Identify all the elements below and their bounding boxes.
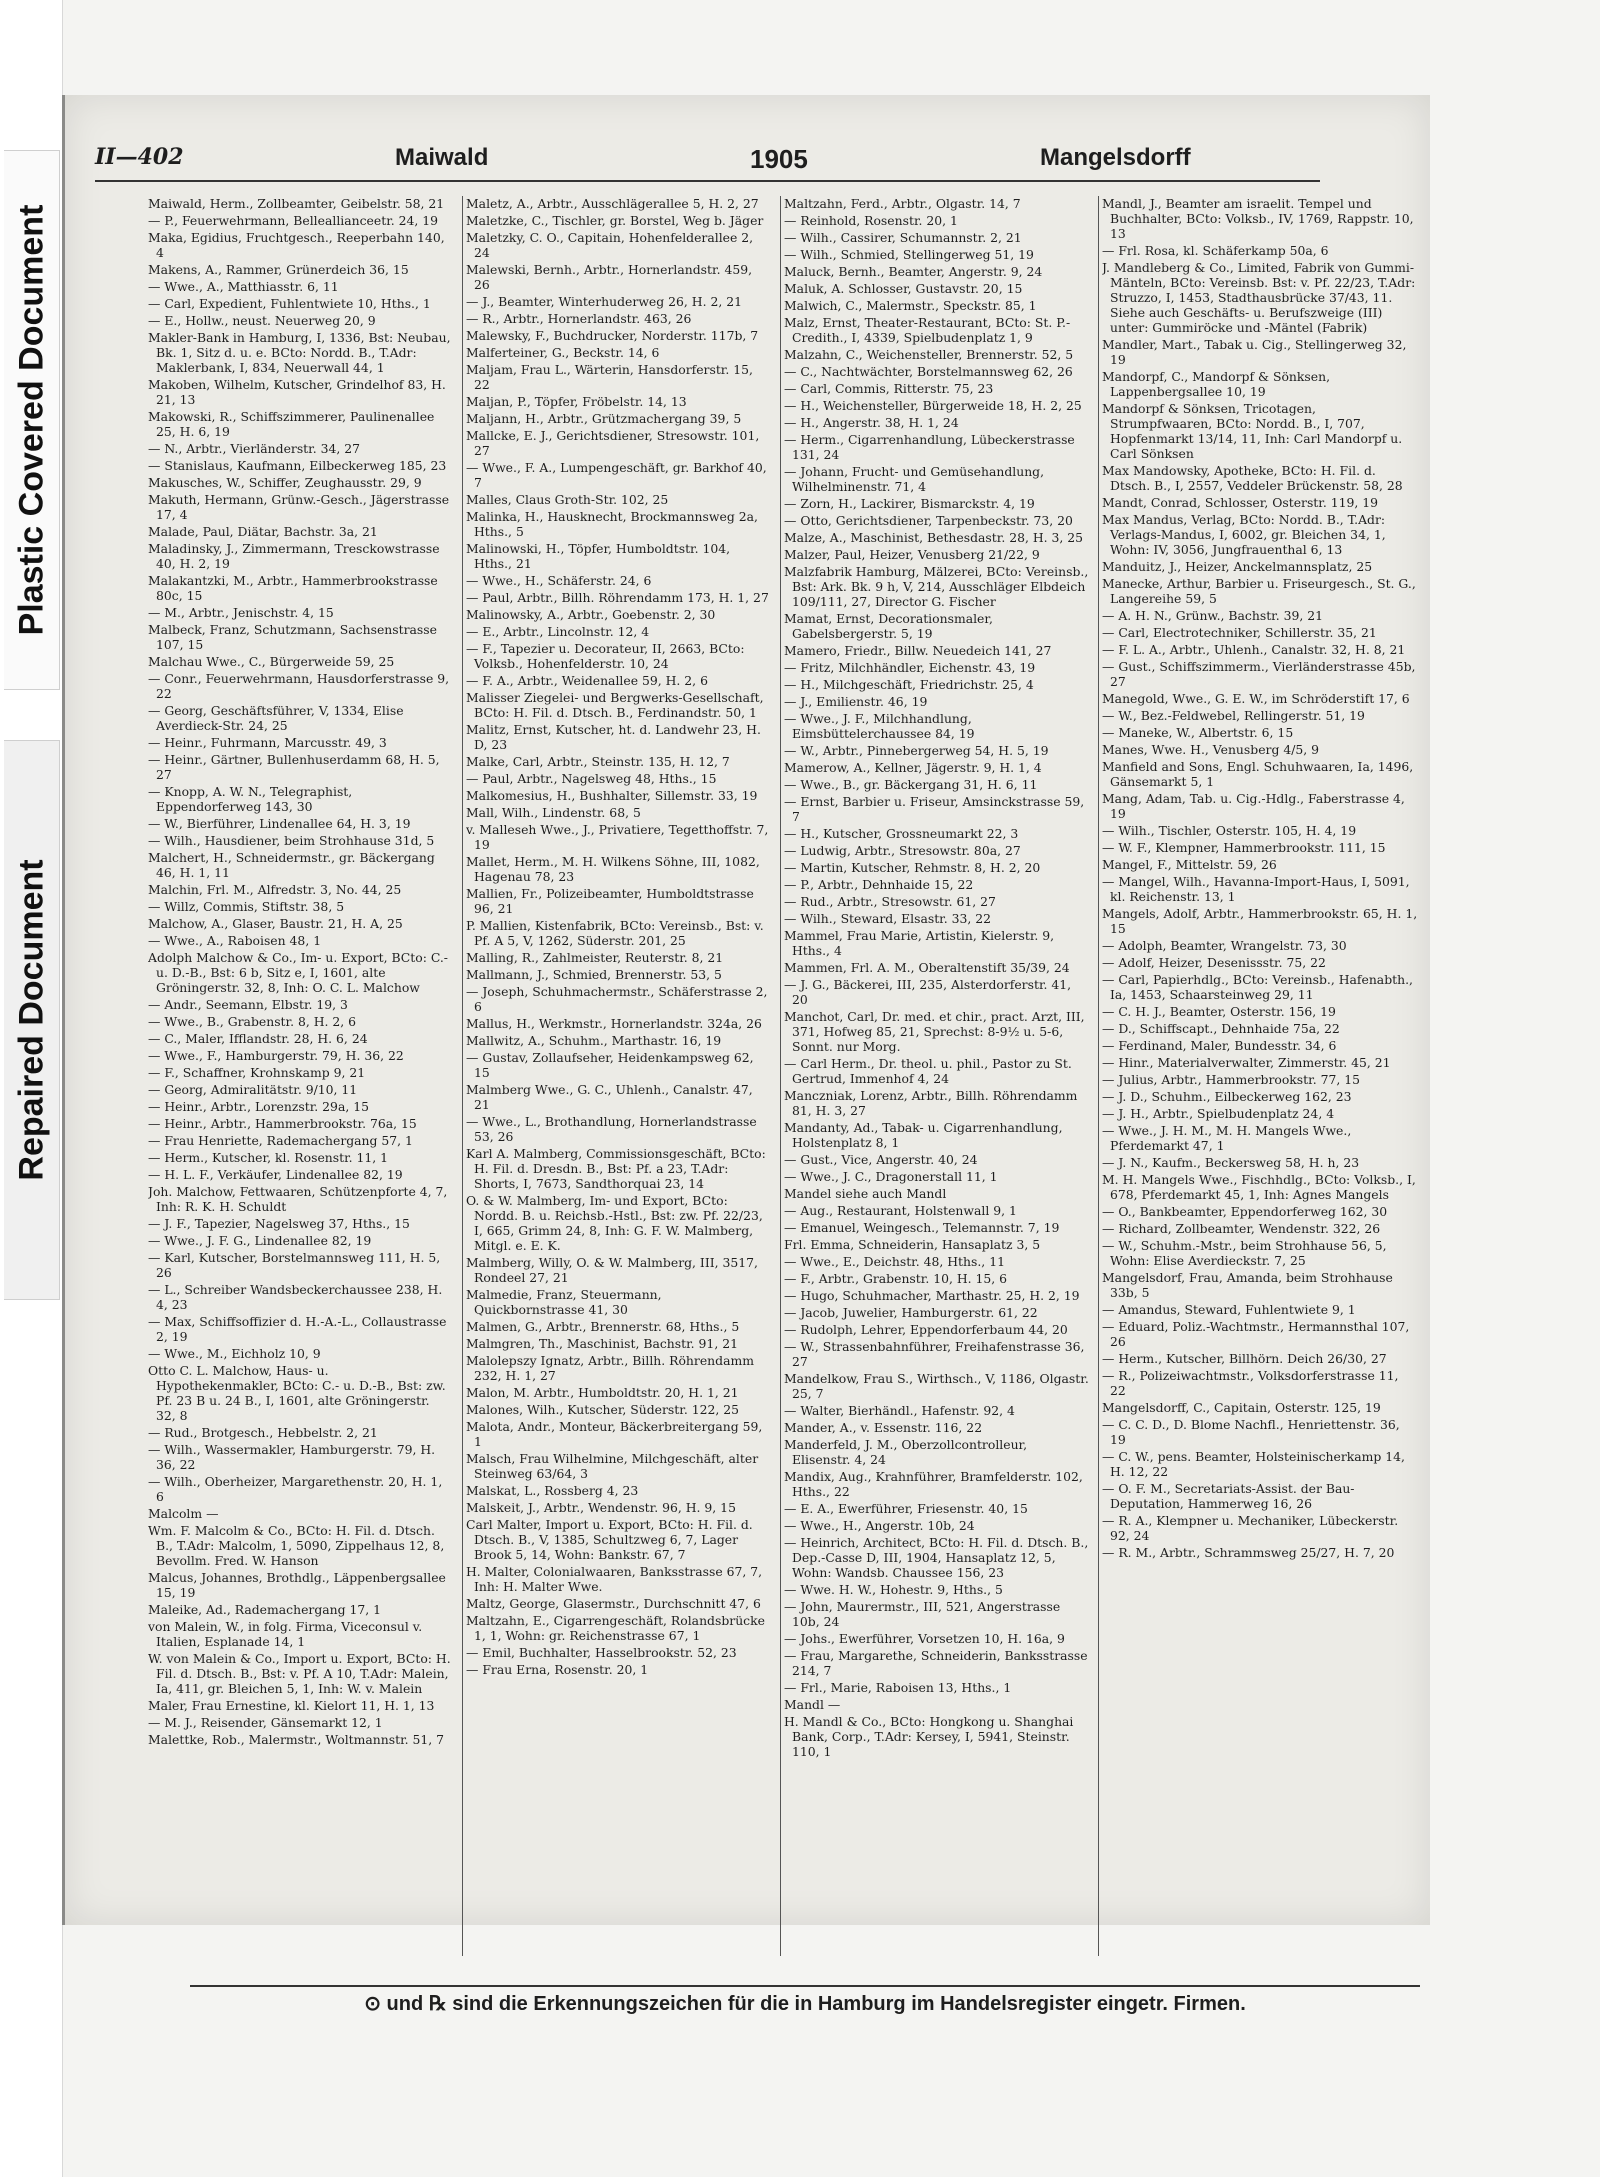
- directory-entry: — Wwe., J. H. M., M. H. Mangels Wwe., Pferdemarkt 47, 1: [1102, 1123, 1352, 1153]
- directory-entry: Mammel, Frau Marie, Artistin, Kielerstr. 9, Hths., 4: [784, 928, 1055, 958]
- directory-entry: Mangelsdorf, Frau, Amanda, beim Strohhause 33b, 5: [1102, 1270, 1393, 1300]
- directory-entry: — Wwe., J. F. G., Lindenallee 82, 19: [148, 1233, 372, 1248]
- directory-entry: Mandel siehe auch Mandl: [784, 1186, 947, 1201]
- directory-entry: — C., Nachtwächter, Borstelmannsweg 62, 26: [784, 364, 1073, 379]
- directory-entry: Maltzahn, Ferd., Arbtr., Olgastr. 14, 7: [784, 196, 1021, 211]
- directory-entry: Malchin, Frl. M., Alfredstr. 3, No. 44, 25: [148, 882, 402, 897]
- directory-entry: Malling, R., Zahlmeister, Reuterstr. 8, 21: [466, 950, 724, 965]
- directory-entry: — Wilh., Cassirer, Schumannstr. 2, 21: [784, 230, 1022, 245]
- directory-entry: Maletzky, C. O., Capitain, Hohenfelderallee 2, 24: [466, 230, 754, 260]
- directory-entry: J. Mandleberg & Co., Limited, Fabrik von Gummi-Mänteln, BCto: Vereinsb. Bst: v. Pf. 22/23, T.Adr: Struzzo, I, 1453, Stadthausbrücke 37/43, 11. Siehe auch Geschäfts- u. Berufszweige (III) unter: Gummiröcke und -Mäntel (Fabrik): [1102, 260, 1416, 335]
- directory-entry: — E., Arbtr., Lincolnstr. 12, 4: [466, 624, 650, 639]
- directory-entry: Mallus, H., Werkmstr., Hornerlandstr. 324a, 26: [466, 1016, 762, 1031]
- directory-entry: Mang, Adam, Tab. u. Cig.-Hdlg., Faberstrasse 4, 19: [1102, 791, 1405, 821]
- directory-entry: Karl A. Malmberg, Commissionsgeschäft, BCto: H. Fil. d. Dresdn. B., Bst: Pf. a 23, T.Adr: Shorts, I, 7673, Sandthorquai 23, 14: [466, 1146, 766, 1191]
- directory-entry: — Karl, Kutscher, Borstelmannsweg 111, H. 5, 26: [148, 1250, 441, 1280]
- directory-entry: — C., Maler, Ifflandstr. 28, H. 6, 24: [148, 1031, 368, 1046]
- directory-entry: — R. M., Arbtr., Schrammsweg 25/27, H. 7, 20: [1102, 1545, 1395, 1560]
- directory-entry: — Ernst, Barbier u. Friseur, Amsinckstrasse 59, 7: [784, 794, 1085, 824]
- directory-entry: Mallien, Fr., Polizeibeamter, Humboldtstrasse 96, 21: [466, 886, 754, 916]
- directory-entry: — Wwe. H. W., Hohestr. 9, Hths., 5: [784, 1582, 1003, 1597]
- directory-entry: Maluck, Bernh., Beamter, Angerstr. 9, 24: [784, 264, 1043, 279]
- directory-entry: — Wilh., Steward, Elsastr. 33, 22: [784, 911, 992, 926]
- directory-entry: — W., Strassenbahnführer, Freihafenstrasse 36, 27: [784, 1339, 1085, 1369]
- directory-entry: Maiwald, Herm., Zollbeamter, Geibelstr. 58, 21: [148, 196, 445, 211]
- directory-entry: — Walter, Bierhändl., Hafenstr. 92, 4: [784, 1403, 1015, 1418]
- directory-entry: — Emanuel, Weingesch., Telemannstr. 7, 19: [784, 1220, 1060, 1235]
- directory-entry: — Wwe., H., Angerstr. 10b, 24: [784, 1518, 975, 1533]
- directory-entry: — Rud., Arbtr., Stresowstr. 61, 27: [784, 894, 996, 909]
- directory-entry: — R., Arbtr., Hornerlandstr. 463, 26: [466, 311, 692, 326]
- directory-entry: Maluk, A. Schlosser, Gustavstr. 20, 15: [784, 281, 1023, 296]
- directory-entry: Makens, A., Rammer, Grünerdeich 36, 15: [148, 262, 409, 277]
- directory-entry: Malchau Wwe., C., Bürgerweide 59, 25: [148, 654, 395, 669]
- directory-entry: — John, Maurermstr., III, 521, Angerstrasse 10b, 24: [784, 1599, 1061, 1629]
- directory-entry: Joh. Malchow, Fettwaaren, Schützenpforte 4, 7, Inh: R. K. H. Schuldt: [148, 1184, 448, 1214]
- directory-entry: Maljann, H., Arbtr., Grützmachergang 39, 5: [466, 411, 742, 426]
- directory-entry: Mallcke, E. J., Gerichtsdiener, Stresowstr. 101, 27: [466, 428, 760, 458]
- directory-entry: — Georg, Admiralitätstr. 9/10, 11: [148, 1082, 358, 1097]
- directory-entry: — Heinr., Gärtner, Bullenhuserdamm 68, H. 5, 27: [148, 752, 440, 782]
- directory-entry: — J. N., Kaufm., Beckersweg 58, H. h, 23: [1102, 1155, 1360, 1170]
- directory-entry: Malzfabrik Hamburg, Mälzerei, BCto: Vereinsb., Bst: Ark. Bk. 9 h, V, 214, Ausschläger Elbdeich 109/111, 27, Director G. Fischer: [784, 564, 1089, 609]
- directory-entry: — Carl, Electrotechniker, Schillerstr. 35, 21: [1102, 625, 1377, 640]
- directory-entry: — Georg, Geschäftsführer, V, 1334, Elise Averdieck-Str. 24, 25: [148, 703, 404, 733]
- directory-entry: — Frl. Rosa, kl. Schäferkamp 50a, 6: [1102, 243, 1329, 258]
- directory-entry: Malchert, H., Schneidermstr., gr. Bäckergang 46, H. 1, 11: [148, 850, 435, 880]
- directory-entry: Maladinsky, J., Zimmermann, Tresckowstrasse 40, H. 2, 19: [148, 541, 440, 571]
- directory-entry: Malon, M. Arbtr., Humboldtstr. 20, H. 1, 21: [466, 1385, 739, 1400]
- directory-entry: — Frau Henriette, Rademachergang 57, 1: [148, 1133, 413, 1148]
- directory-entry: Maltzahn, E., Cigarrengeschäft, Rolandsbrücke 1, 1, Wohn: gr. Reichenstrasse 67, 1: [466, 1613, 765, 1643]
- directory-entry: — O. F. M., Secretariats-Assist. der Bau-Deputation, Hammerweg 16, 26: [1102, 1481, 1355, 1511]
- directory-entry: — O., Bankbeamter, Eppendorferweg 162, 30: [1102, 1204, 1388, 1219]
- directory-entry: — J., Emilienstr. 46, 19: [784, 694, 928, 709]
- directory-entry: Maljan, P., Töpfer, Fröbelstr. 14, 13: [466, 394, 687, 409]
- page-header: [95, 140, 1320, 182]
- directory-entry: Wm. F. Malcolm & Co., BCto: H. Fil. d. Dtsch. B., T.Adr: Malcolm, 1, 5090, Zippelhaus 12, 8, Bevollm. Fred. W. Hanson: [148, 1523, 445, 1568]
- directory-entry: Mandl, J., Beamter am israelit. Tempel und Buchhalter, BCto: Volksb., IV, 1769, Rappstr. 10, 13: [1102, 196, 1414, 241]
- directory-entry: M. H. Mangels Wwe., Fischhdlg., BCto: Volksb., I, 678, Pferdemarkt 45, 1, Inh: Agnes Mangels: [1102, 1172, 1416, 1202]
- directory-entry: Malinka, H., Hausknecht, Brockmannsweg 2a, Hths., 5: [466, 509, 758, 539]
- directory-entry: — Eduard, Poliz.-Wachtmstr., Hermannsthal 107, 26: [1102, 1319, 1410, 1349]
- directory-entry: H. Mandl & Co., BCto: Hongkong u. Shanghai Bank, Corp., T.Adr: Kersey, I, 5941, Steinstr. 110, 1: [784, 1714, 1074, 1759]
- directory-entry: Malmedie, Franz, Steuermann, Quickbornstrasse 41, 30: [466, 1287, 662, 1317]
- directory-entry: — Wwe., A., Matthiasstr. 6, 11: [148, 279, 339, 294]
- directory-entry: — Herm., Cigarrenhandlung, Lübeckerstrasse 131, 24: [784, 432, 1075, 462]
- directory-entry: — Wwe., B., gr. Bäckergang 31, H. 6, 11: [784, 777, 1038, 792]
- directory-entry: Maltz, George, Glasermstr., Durchschnitt 47, 6: [466, 1596, 761, 1611]
- directory-entry: — Otto, Gerichtsdiener, Tarpenbeckstr. 73, 20: [784, 513, 1073, 528]
- directory-entry: Malbeck, Franz, Schutzmann, Sachsenstrasse 107, 15: [148, 622, 437, 652]
- directory-entry: — F., Schaffner, Krohnskamp 9, 21: [148, 1065, 366, 1080]
- directory-entry: Malz, Ernst, Theater-Restaurant, BCto: St. P.-Credith., I, 4339, Spielbudenplatz 1, 9: [784, 315, 1071, 345]
- directory-entry: Malewsky, F., Buchdrucker, Norderstr. 117b, 7: [466, 328, 759, 343]
- directory-entry: — Wilh., Tischler, Osterstr. 105, H. 4, 19: [1102, 823, 1357, 838]
- directory-entry: — Wwe., M., Eichholz 10, 9: [148, 1346, 321, 1361]
- directory-entry: — Hinr., Materialverwalter, Zimmerstr. 45, 21: [1102, 1055, 1391, 1070]
- directory-entry: — Joseph, Schuhmachermstr., Schäferstrasse 2, 6: [466, 984, 768, 1014]
- directory-entry: — Herm., Kutscher, kl. Rosenstr. 11, 1: [148, 1150, 389, 1165]
- directory-entry: — Knopp, A. W. N., Telegraphist, Eppendorferweg 143, 30: [148, 784, 353, 814]
- directory-entry: Mangelsdorff, C., Capitain, Osterstr. 125, 19: [1102, 1400, 1381, 1415]
- directory-entry: — Stanislaus, Kaufmann, Eilbeckerweg 185, 23: [148, 458, 447, 473]
- directory-entry: Mandelkow, Frau S., Wirthsch., V, 1186, Olgastr. 25, 7: [784, 1371, 1089, 1401]
- directory-entry: — Wilh., Schmied, Stellingerweg 51, 19: [784, 247, 1034, 262]
- directory-entry: — H., Milchgeschäft, Friedrichstr. 25, 4: [784, 677, 1034, 692]
- directory-entry: Max Mandus, Verlag, BCto: Nordd. B., T.Adr: Verlags-Mandus, I, 6002, gr. Bleichen 34, 1, Wohn: IV, 3056, Jungfrauenthal 6, 13: [1102, 512, 1386, 557]
- directory-columns: [148, 196, 1418, 1956]
- directory-entry: — Amandus, Steward, Fuhlentwiete 9, 1: [1102, 1302, 1356, 1317]
- directory-entry: Malinowsky, A., Arbtr., Goebenstr. 2, 30: [466, 607, 716, 622]
- directory-entry: — Wilh., Hausdiener, beim Strohhause 31d, 5: [148, 833, 435, 848]
- directory-entry: Malkomesius, H., Bushhalter, Sillemstr. 33, 19: [466, 788, 758, 803]
- directory-entry: — Wwe., B., Grabenstr. 8, H. 2, 6: [148, 1014, 357, 1029]
- directory-entry: — Jacob, Juwelier, Hamburgerstr. 61, 22: [784, 1305, 1038, 1320]
- footer-note: ⊙ und ℞ sind die Erkennungszeichen für die in Hamburg im Handelsregister eingetr. Firmen.: [190, 1985, 1420, 2027]
- directory-entry: — Fritz, Milchhändler, Eichenstr. 43, 19: [784, 660, 1036, 675]
- directory-entry: Mamero, Friedr., Billw. Neuedeich 141, 27: [784, 643, 1052, 658]
- directory-entry: Malisser Ziegelei- und Bergwerks-Gesellschaft, BCto: H. Fil. d. Dtsch. B., Ferdinandstr. 50, 1: [466, 690, 764, 720]
- directory-entry: — Frau, Margarethe, Schneiderin, Banksstrasse 214, 7: [784, 1648, 1088, 1678]
- directory-entry: Malitz, Ernst, Kutscher, ht. d. Landwehr 23, H. D, 23: [466, 722, 761, 752]
- directory-entry: — Martin, Kutscher, Rehmstr. 8, H. 2, 20: [784, 860, 1041, 875]
- directory-entry: — Wilh., Oberheizer, Margarethenstr. 20, H. 1, 6: [148, 1474, 443, 1504]
- directory-entry: — Conr., Feuerwehrmann, Hausdorferstrasse 9, 22: [148, 671, 450, 701]
- directory-entry: von Malein, W., in folg. Firma, Viceconsul v. Italien, Esplanade 14, 1: [148, 1619, 423, 1649]
- directory-column-4: [1102, 196, 1418, 1956]
- directory-entry: — Julius, Arbtr., Hammerbrookstr. 77, 15: [1102, 1072, 1360, 1087]
- directory-entry: Manes, Wwe. H., Venusberg 4/5, 9: [1102, 742, 1320, 757]
- directory-entry: — C. W., pens. Beamter, Holsteinischerkamp 14, H. 12, 22: [1102, 1449, 1405, 1479]
- directory-entry: Malewski, Bernh., Arbtr., Hornerlandstr. 459, 26: [466, 262, 753, 292]
- directory-entry: Malzahn, C., Weichensteller, Brennerstr. 52, 5: [784, 347, 1074, 362]
- directory-entry: Malolepszy Ignatz, Arbtr., Billh. Röhrendamm 232, H. 1, 27: [466, 1353, 754, 1383]
- directory-entry: — M. J., Reisender, Gänsemarkt 12, 1: [148, 1715, 383, 1730]
- directory-entry: — Gustav, Zollaufseher, Heidenkampsweg 62, 15: [466, 1050, 754, 1080]
- directory-entry: — D., Schiffscapt., Dehnhaide 75a, 22: [1102, 1021, 1340, 1036]
- directory-entry: Mallmann, J., Schmied, Brennerstr. 53, 5: [466, 967, 722, 982]
- plastic-covered-tab: [4, 150, 60, 690]
- directory-entry: — L., Schreiber Wandsbeckerchaussee 238, H. 4, 23: [148, 1282, 443, 1312]
- directory-entry: Mangels, Adolf, Arbtr., Hammerbrookstr. 65, H. 1, 15: [1102, 906, 1418, 936]
- directory-entry: Mandt, Conrad, Schlosser, Osterstr. 119, 19: [1102, 495, 1379, 510]
- directory-entry: Malchow, A., Glaser, Baustr. 21, H. A, 25: [148, 916, 403, 931]
- directory-entry: Makoben, Wilhelm, Kutscher, Grindelhof 83, H. 21, 13: [148, 377, 446, 407]
- directory-entry: — Heinr., Arbtr., Hammerbrookstr. 76a, 15: [148, 1116, 417, 1131]
- directory-entry: O. & W. Malmberg, Im- und Export, BCto: Nordd. B. u. Reichsb.-Hstl., Bst: zw. Pf. 22/23, I, 665, Grimm 24, 8, Inh: G. F. W. Malmberg, Mitgl. e. E. K.: [466, 1193, 763, 1253]
- directory-entry: — J., Beamter, Winterhuderweg 26, H. 2, 21: [466, 294, 742, 309]
- directory-entry: — J. H., Arbtr., Spielbudenplatz 24, 4: [1102, 1106, 1335, 1121]
- directory-entry: — Rud., Brotgesch., Hebbelstr. 2, 21: [148, 1425, 378, 1440]
- directory-entry: — W., Bez.-Feldwebel, Rellingerstr. 51, 19: [1102, 708, 1365, 723]
- directory-entry: — Carl, Papierhdlg., BCto: Vereinsb., Hafenabth., Ia, 1453, Schaarsteinweg 29, 11: [1102, 972, 1413, 1002]
- directory-entry: Mangel, F., Mittelstr. 59, 26: [1102, 857, 1277, 872]
- directory-entry: — Adolph, Beamter, Wrangelstr. 73, 30: [1102, 938, 1347, 953]
- directory-entry: Mamerow, A., Kellner, Jägerstr. 9, H. 1, 4: [784, 760, 1042, 775]
- directory-entry: Malmberg Wwe., G. C., Uhlenh., Canalstr. 47, 21: [466, 1082, 753, 1112]
- directory-entry: Manecke, Arthur, Barbier u. Friseurgesch., St. G., Langereihe 59, 5: [1102, 576, 1416, 606]
- directory-entry: — W., Arbtr., Pinnebergerweg 54, H. 5, 19: [784, 743, 1049, 758]
- directory-entry: Maletzke, C., Tischler, gr. Borstel, Weg b. Jäger: [466, 213, 764, 228]
- directory-entry: — J. D., Schuhm., Eilbeckerweg 162, 23: [1102, 1089, 1352, 1104]
- directory-entry: — C. H. J., Beamter, Osterstr. 156, 19: [1102, 1004, 1336, 1019]
- directory-entry: — N., Arbtr., Vierländerstr. 34, 27: [148, 441, 361, 456]
- header-year: 1905: [750, 144, 808, 174]
- directory-entry: Mander, A., v. Essenstr. 116, 22: [784, 1420, 983, 1435]
- directory-entry: — Hugo, Schuhmacher, Marthastr. 25, H. 2, 19: [784, 1288, 1080, 1303]
- directory-entry: — W., Bierführer, Lindenallee 64, H. 3, 19: [148, 816, 411, 831]
- directory-entry: Maler, Frau Ernestine, kl. Kielort 11, H. 1, 13: [148, 1698, 435, 1713]
- directory-entry: Malskat, L., Rossberg 4, 23: [466, 1483, 639, 1498]
- directory-entry: Malke, Carl, Arbtr., Steinstr. 135, H. 12, 7: [466, 754, 730, 769]
- directory-entry: — M., Arbtr., Jenischstr. 4, 15: [148, 605, 334, 620]
- directory-entry: — H. L. F., Verkäufer, Lindenallee 82, 19: [148, 1167, 403, 1182]
- directory-entry: Mandanty, Ad., Tabak- u. Cigarrenhandlung, Holstenplatz 8, 1: [784, 1120, 1063, 1150]
- directory-entry: — Paul, Arbtr., Nagelsweg 48, Hths., 15: [466, 771, 717, 786]
- directory-entry: — F. A., Arbtr., Weidenallee 59, H. 2, 6: [466, 673, 708, 688]
- plastic-covered-label: Plastic Covered Document: [12, 204, 50, 636]
- directory-entry: Maljam, Frau L., Wärterin, Hansdorferstr. 15, 22: [466, 362, 753, 392]
- directory-entry: — Wwe., F., Hamburgerstr. 79, H. 36, 22: [148, 1048, 404, 1063]
- directory-entry: — Adolf, Heizer, Desenissstr. 75, 22: [1102, 955, 1326, 970]
- directory-entry: — Carl Herm., Dr. theol. u. phil., Pastor zu St. Gertrud, Immenhof 4, 24: [784, 1056, 1072, 1086]
- directory-entry: Makuth, Hermann, Grünw.-Gesch., Jägerstrasse 17, 4: [148, 492, 450, 522]
- directory-entry: — Frl., Marie, Raboisen 13, Hths., 1: [784, 1680, 1012, 1695]
- directory-entry: — Gust., Schiffszimmerm., Vierländerstrasse 45b, 27: [1102, 659, 1416, 689]
- directory-entry: Mandix, Aug., Krahnführer, Bramfelderstr. 102, Hths., 22: [784, 1469, 1083, 1499]
- directory-entry: Mamat, Ernst, Decorationsmaler, Gabelsbergerstr. 5, 19: [784, 611, 993, 641]
- directory-entry: Makler-Bank in Hamburg, I, 1336, Bst: Neubau, Bk. 1, Sitz d. u. e. BCto: Nordd. B., T.Adr: Maklerbank, I, 834, Neuerwall 44, 1: [148, 330, 451, 375]
- directory-entry: — Aug., Restaurant, Holstenwall 9, 1: [784, 1203, 1017, 1218]
- directory-entry: Otto C. L. Malchow, Haus- u. Hypothekenmakler, BCto: C.- u. D.-B., Bst: zw. Pf. 23 B u. 24 B., I, 1601, alte Gröningerstr. 32, 8: [148, 1363, 446, 1423]
- directory-entry: Mallwitz, A., Schuhm., Marthastr. 16, 19: [466, 1033, 722, 1048]
- directory-entry: Malcus, Johannes, Brothdlg., Läppenbergsallee 15, 19: [148, 1570, 446, 1600]
- directory-entry: — Wwe., H., Schäferstr. 24, 6: [466, 573, 652, 588]
- directory-entry: Mammen, Frl. A. M., Oberaltenstift 35/39, 24: [784, 960, 1070, 975]
- archive-strip: [0, 0, 63, 2177]
- repaired-document-tab: [4, 740, 60, 1300]
- directory-entry: Mandorpf & Sönksen, Tricotagen, Strumpfwaaren, BCto: Nordd. B., I, 707, Hopfenmarkt 13/14, 11, Inh: Carl Mandorpf u. Carl Sönksen: [1102, 401, 1403, 461]
- directory-entry: — H., Angerstr. 38, H. 1, 24: [784, 415, 959, 430]
- directory-column-3: [784, 196, 1089, 1956]
- directory-entry: — W., Schuhm.-Mstr., beim Strohhause 56, 5, Wohn: Elise Averdieckstr. 7, 25: [1102, 1238, 1387, 1268]
- directory-entry: Malones, Wilh., Kutscher, Süderstr. 122, 25: [466, 1402, 740, 1417]
- directory-entry: — Heinr., Fuhrmann, Marcusstr. 49, 3: [148, 735, 387, 750]
- directory-entry: Malettke, Rob., Malermstr., Woltmannstr. 51, 7: [148, 1732, 445, 1747]
- directory-entry: Malwich, C., Malermstr., Speckstr. 85, 1: [784, 298, 1037, 313]
- directory-entry: Malakantzki, M., Arbtr., Hammerbrookstrasse 80c, 15: [148, 573, 438, 603]
- directory-entry: Mandl —: [784, 1697, 841, 1712]
- directory-entry: Adolph Malchow & Co., Im- u. Export, BCto: C.- u. D.-B., Bst: 6 b, Sitz e, I, 1601, alte Gröningerstr. 32, 8, Inh: O. C. L. Malchow: [148, 950, 448, 995]
- directory-entry: — Wwe., F. A., Lumpengeschäft, gr. Barkhof 40, 7: [466, 460, 767, 490]
- directory-entry: Malinowski, H., Töpfer, Humboldtstr. 104, Hths., 21: [466, 541, 731, 571]
- directory-entry: — Reinhold, Rosenstr. 20, 1: [784, 213, 958, 228]
- directory-entry: — Carl, Commis, Ritterstr. 75, 23: [784, 381, 994, 396]
- directory-column-1: [148, 196, 453, 1956]
- directory-entry: — Johann, Frucht- und Gemüsehandlung, Wilhelminenstr. 71, 4: [784, 464, 1045, 494]
- directory-entry: — R., Polizeiwachtmstr., Volksdorferstrasse 11, 22: [1102, 1368, 1399, 1398]
- directory-entry: — Andr., Seemann, Elbstr. 19, 3: [148, 997, 348, 1012]
- directory-entry: W. von Malein & Co., Import u. Export, BCto: H. Fil. d. Dtsch. B., Bst: v. Pf. A 10, T.Adr: Malein, Ia, 411, gr. Bleichen 5, 1, Inh: W. v. Malein: [148, 1651, 451, 1696]
- directory-entry: Malade, Paul, Diätar, Bachstr. 3a, 21: [148, 524, 378, 539]
- directory-entry: — Frau Erna, Rosenstr. 20, 1: [466, 1662, 649, 1677]
- directory-entry: — C. C. D., D. Blome Nachfl., Henriettenstr. 36, 19: [1102, 1417, 1400, 1447]
- directory-entry: Makusches, W., Schiffer, Zeughausstr. 29, 9: [148, 475, 422, 490]
- directory-entry: — Zorn, H., Lackirer, Bismarckstr. 4, 19: [784, 496, 1035, 511]
- directory-entry: — Wwe., L., Brothandlung, Hornerlandstrasse 53, 26: [466, 1114, 757, 1144]
- directory-entry: Maletz, A., Arbtr., Ausschlägerallee 5, H. 2, 27: [466, 196, 759, 211]
- directory-entry: — W. F., Klempner, Hammerbrookstr. 111, 15: [1102, 840, 1386, 855]
- directory-entry: Maleike, Ad., Rademachergang 17, 1: [148, 1602, 382, 1617]
- directory-entry: Mall, Wilh., Lindenstr. 68, 5: [466, 805, 641, 820]
- directory-entry: — Wwe., E., Deichstr. 48, Hths., 11: [784, 1254, 1005, 1269]
- directory-entry: Mandorpf, C., Mandorpf & Sönksen, Lappenbergsallee 10, 19: [1102, 369, 1331, 399]
- page-number: II—402: [95, 144, 184, 170]
- directory-entry: Maka, Egidius, Fruchtgesch., Reeperbahn 140, 4: [148, 230, 445, 260]
- directory-entry: — A. H. N., Grünw., Bachstr. 39, 21: [1102, 608, 1324, 623]
- directory-entry: Manegold, Wwe., G. E. W., im Schröderstift 17, 6: [1102, 691, 1410, 706]
- directory-entry: — H., Kutscher, Grossneumarkt 22, 3: [784, 826, 1019, 841]
- directory-entry: — E. A., Ewerführer, Friesenstr. 40, 15: [784, 1501, 1028, 1516]
- directory-entry: — Johs., Ewerführer, Vorsetzen 10, H. 16a, 9: [784, 1631, 1065, 1646]
- directory-entry: Malcolm —: [148, 1506, 219, 1521]
- directory-entry: Malles, Claus Groth-Str. 102, 25: [466, 492, 669, 507]
- directory-entry: Makowski, R., Schiffszimmerer, Paulinenallee 25, H. 6, 19: [148, 409, 435, 439]
- directory-entry: — Mangel, Wilh., Havanna-Import-Haus, I, 5091, kl. Reichenstr. 13, 1: [1102, 874, 1410, 904]
- directory-entry: Manfield and Sons, Engl. Schuhwaaren, Ia, 1496, Gänsemarkt 5, 1: [1102, 759, 1414, 789]
- directory-entry: — Rudolph, Lehrer, Eppendorferbaum 44, 20: [784, 1322, 1068, 1337]
- directory-entry: Malmberg, Willy, O. & W. Malmberg, III, 3517, Rondeel 27, 21: [466, 1255, 758, 1285]
- directory-entry: — Max, Schiffsoffizier d. H.-A.-L., Collaustrasse 2, 19: [148, 1314, 447, 1344]
- directory-entry: — Wwe., J. F., Milchhandlung, Eimsbüttelerchaussee 84, 19: [784, 711, 975, 741]
- directory-column-2: [466, 196, 771, 1956]
- directory-entry: — Ferdinand, Maler, Bundesstr. 34, 6: [1102, 1038, 1337, 1053]
- directory-entry: Malsch, Frau Wilhelmine, Milchgeschäft, alter Steinweg 63/64, 3: [466, 1451, 759, 1481]
- directory-entry: — Wwe., J. C., Dragonerstall 11, 1: [784, 1169, 998, 1184]
- directory-entry: — Maneke, W., Albertstr. 6, 15: [1102, 725, 1294, 740]
- directory-entry: Manduitz, J., Heizer, Anckelmannsplatz, 25: [1102, 559, 1373, 574]
- directory-entry: Malferteiner, G., Beckstr. 14, 6: [466, 345, 660, 360]
- directory-entry: Malota, Andr., Monteur, Bäckerbreitergang 59, 1: [466, 1419, 763, 1449]
- directory-entry: Malmen, G., Arbtr., Brennerstr. 68, Hths., 5: [466, 1319, 740, 1334]
- directory-entry: Mandler, Mart., Tabak u. Cig., Stellingerweg 32, 19: [1102, 337, 1407, 367]
- directory-entry: — E., Hollw., neust. Neuerweg 20, 9: [148, 313, 376, 328]
- directory-entry: H. Malter, Colonialwaaren, Banksstrasse 67, 7, Inh: H. Malter Wwe.: [466, 1564, 763, 1594]
- directory-entry: Carl Malter, Import u. Export, BCto: H. Fil. d. Dtsch. B., V, 1385, Schultzweg 6, 7, Lager Brook 5, 14, Wohn: Bankstr. 67, 7: [466, 1517, 753, 1562]
- directory-entry: — Heinr., Arbtr., Lorenzstr. 29a, 15: [148, 1099, 369, 1114]
- directory-entry: Malmgren, Th., Maschinist, Bachstr. 91, 21: [466, 1336, 738, 1351]
- directory-entry: Manczniak, Lorenz, Arbtr., Billh. Röhrendamm 81, H. 3, 27: [784, 1088, 1078, 1118]
- directory-entry: Manchot, Carl, Dr. med. et chir., pract. Arzt, III, 371, Hofweg 85, 21, Sprechst: 8-9½ u. 5-6, Sonnt. nur Morg.: [784, 1009, 1085, 1054]
- directory-entry: — Ludwig, Arbtr., Stresowstr. 80a, 27: [784, 843, 1021, 858]
- directory-entry: Mallet, Herm., M. H. Wilkens Söhne, III, 1082, Hagenau 78, 23: [466, 854, 760, 884]
- directory-entry: — Carl, Expedient, Fuhlentwiete 10, Hths., 1: [148, 296, 431, 311]
- directory-entry: — P., Feuerwehrmann, Belleallianceetr. 24, 19: [148, 213, 439, 228]
- directory-entry: — F., Arbtr., Grabenstr. 10, H. 15, 6: [784, 1271, 1008, 1286]
- directory-entry: Frl. Emma, Schneiderin, Hansaplatz 3, 5: [784, 1237, 1041, 1252]
- directory-entry: — P., Arbtr., Dehnhaide 15, 22: [784, 877, 974, 892]
- directory-entry: — H., Weichensteller, Bürgerweide 18, H. 2, 25: [784, 398, 1082, 413]
- directory-entry: Malze, A., Maschinist, Bethesdastr. 28, H. 3, 25: [784, 530, 1084, 545]
- directory-entry: — Heinrich, Architect, BCto: H. Fil. d. Dtsch. B., Dep.-Casse D, III, 1904, Hansaplatz 12, 5, Wohn: Wandsb. Chaussee 156, 23: [784, 1535, 1089, 1580]
- directory-entry: — Wilh., Wassermakler, Hamburgerstr. 79, H. 36, 22: [148, 1442, 436, 1472]
- directory-entry: — F. L. A., Arbtr., Uhlenh., Canalstr. 32, H. 8, 21: [1102, 642, 1406, 657]
- directory-entry: Malskeit, J., Arbtr., Wendenstr. 96, H. 9, 15: [466, 1500, 736, 1515]
- repaired-document-label: Repaired Document: [12, 859, 50, 1181]
- directory-entry: — J. F., Tapezier, Nagelsweg 37, Hths., 15: [148, 1216, 410, 1231]
- directory-entry: — Richard, Zollbeamter, Wendenstr. 322, 26: [1102, 1221, 1381, 1236]
- directory-entry: — J. G., Bäckerei, III, 235, Alsterdorferstr. 41, 20: [784, 977, 1072, 1007]
- directory-entry: — Gust., Vice, Angerstr. 40, 24: [784, 1152, 978, 1167]
- directory-entry: P. Mallien, Kistenfabrik, BCto: Vereinsb., Bst: v. Pf. A 5, V, 1262, Süderstr. 201, 25: [466, 918, 764, 948]
- directory-entry: Manderfeld, J. M., Oberzollcontrolleur, Elisenstr. 4, 24: [784, 1437, 1028, 1467]
- directory-entry: — Wwe., A., Raboisen 48, 1: [148, 933, 322, 948]
- directory-entry: Max Mandowsky, Apotheke, BCto: H. Fil. d. Dtsch. B., I, 2557, Veddeler Brückenstr. 58, 28: [1102, 463, 1403, 493]
- directory-entry: — Paul, Arbtr., Billh. Röhrendamm 173, H. 1, 27: [466, 590, 769, 605]
- directory-entry: v. Malleseh Wwe., J., Privatiere, Tegetthoffstr. 7, 19: [466, 822, 769, 852]
- directory-entry: — R. A., Klempner u. Mechaniker, Lübeckerstr. 92, 24: [1102, 1513, 1399, 1543]
- directory-entry: Malzer, Paul, Heizer, Venusberg 21/22, 9: [784, 547, 1040, 562]
- directory-entry: — Willz, Commis, Stiftstr. 38, 5: [148, 899, 345, 914]
- header-last-name: Mangelsdorff: [1040, 144, 1191, 171]
- directory-entry: — Herm., Kutscher, Billhörn. Deich 26/30, 27: [1102, 1351, 1387, 1366]
- directory-entry: — Emil, Buchhalter, Hasselbrookstr. 52, 23: [466, 1645, 737, 1660]
- header-first-name: Maiwald: [395, 144, 489, 171]
- directory-entry: — F., Tapezier u. Decorateur, II, 2663, BCto: Volksb., Hohenfelderstr. 10, 24: [466, 641, 745, 671]
